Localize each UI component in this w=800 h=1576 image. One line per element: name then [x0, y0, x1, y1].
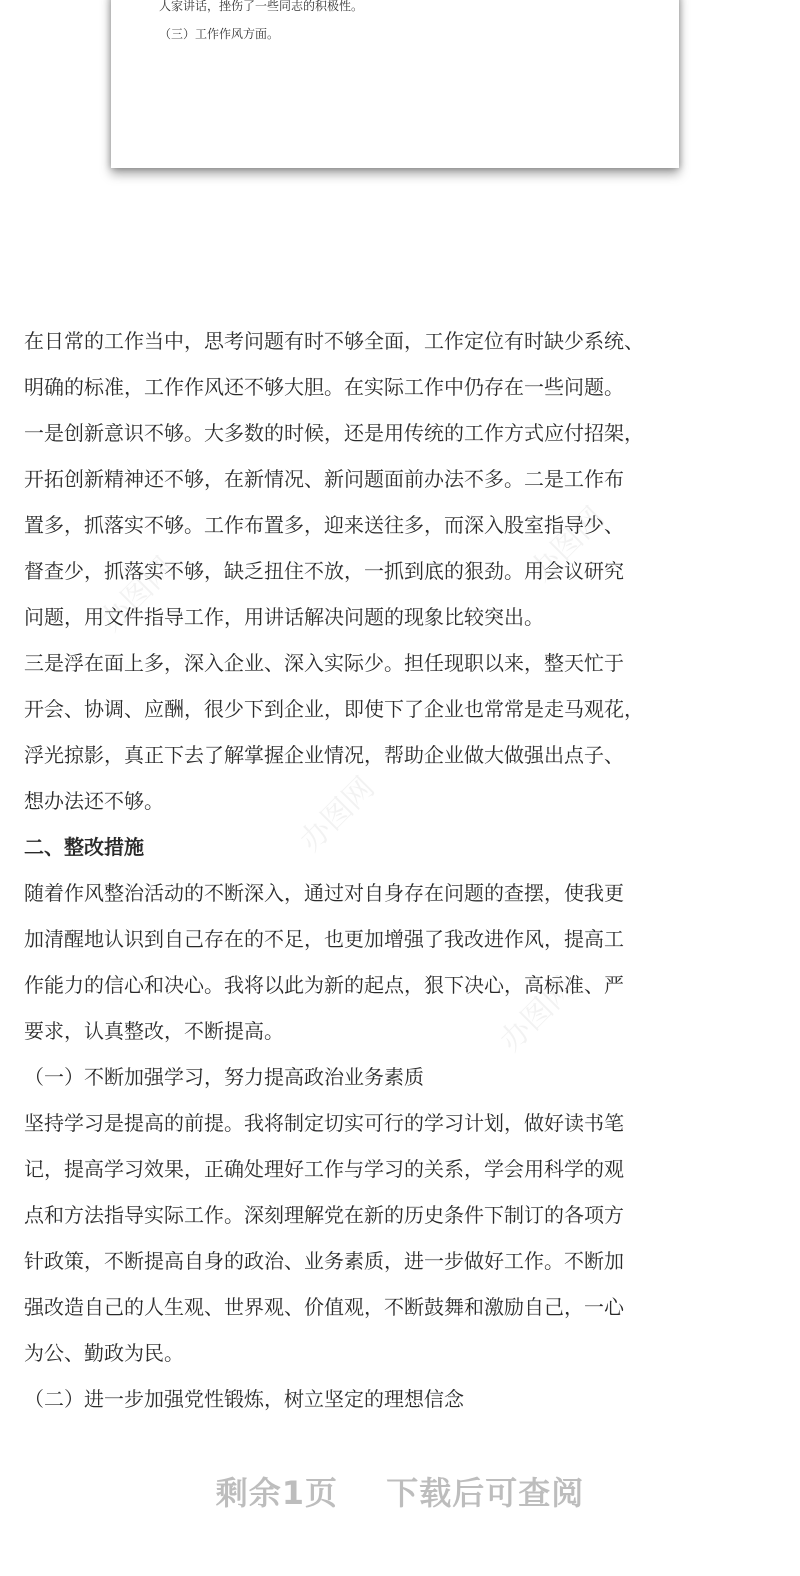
section-heading: 二、整改措施 [24, 835, 144, 859]
paragraph-line: 记，提高学习效果，正确处理好工作与学习的关系，学会用科学的观 [24, 1157, 624, 1181]
paragraph-line: 置多，抓落实不够。工作布置多，迎来送往多，而深入股室指导少、 [24, 513, 624, 537]
paragraph-line: 问题，用文件指导工作，用讲话解决问题的现象比较突出。 [24, 605, 544, 629]
paragraph-line: 加清醒地认识到自己存在的不足，也更加增强了我改进作风，提高工 [24, 927, 624, 951]
paragraph-line: 督查少，抓落实不够，缺乏扭住不放，一抓到底的狠劲。用会议研究 [24, 559, 624, 583]
preview-text-line: 人家讲话，挫伤了一些同志的积极性。 [159, 0, 364, 13]
paragraph-line: 强改造自己的人生观、世界观、价值观，不断鼓舞和激励自己，一心 [24, 1295, 624, 1319]
download-prompt[interactable] [0, 1468, 800, 1514]
paragraph-line: 要求，认真整改，不断提高。 [24, 1019, 284, 1043]
paragraph-line: 点和方法指导实际工作。深刻理解党在新的历史条件下制订的各项方 [24, 1203, 624, 1227]
paragraph-line: 浮光掠影，真正下去了解掌握企业情况，帮助企业做大做强出点子、 [24, 743, 624, 767]
paragraph-line: 作能力的信心和决心。我将以此为新的起点，狠下决心，高标准、严 [24, 973, 624, 997]
paragraph-line: 为公、勤政为民。 [24, 1341, 184, 1365]
remaining-pages-text: 剩余1页 [215, 1474, 339, 1512]
paragraph-line: 想办法还不够。 [24, 789, 164, 813]
download-to-view-text: 下载后可查阅 [386, 1474, 585, 1512]
subsection-heading: （二）进一步加强党性锻炼，树立坚定的理想信念 [24, 1387, 464, 1411]
preview-text-line: （三）工作作风方面。 [159, 27, 280, 41]
document-preview-card [111, 0, 679, 168]
paragraph-line: 在日常的工作当中，思考问题有时不够全面，工作定位有时缺少系统、 [24, 329, 644, 353]
subsection-heading: （一）不断加强学习，努力提高政治业务素质 [24, 1065, 424, 1089]
paragraph-line: 开拓创新精神还不够，在新情况、新问题面前办法不多。二是工作布 [24, 467, 624, 491]
watermark: 办图网 [93, 550, 182, 639]
watermark: 办图网 [293, 770, 382, 859]
document-body [24, 318, 794, 1422]
paragraph-line: 明确的标准，工作作风还不够大胆。在实际工作中仍存在一些问题。 [24, 375, 624, 399]
paragraph-line: 三是浮在面上多，深入企业、深入实际少。担任现职以来，整天忙于 [24, 651, 624, 675]
paragraph-line: 随着作风整治活动的不断深入，通过对自身存在问题的查摆，使我更 [24, 881, 624, 905]
watermark: 办图网 [523, 500, 612, 589]
paragraph-line: 开会、协调、应酬，很少下到企业，即使下了企业也常常是走马观花， [24, 697, 644, 721]
paragraph-line: 针政策，不断提高自身的政治、业务素质，进一步做好工作。不断加 [24, 1249, 624, 1273]
watermark: 办图网 [493, 970, 582, 1059]
paragraph-line: 坚持学习是提高的前提。我将制定切实可行的学习计划，做好读书笔 [24, 1111, 624, 1135]
paragraph-line: 一是创新意识不够。大多数的时候，还是用传统的工作方式应付招架， [24, 421, 644, 445]
